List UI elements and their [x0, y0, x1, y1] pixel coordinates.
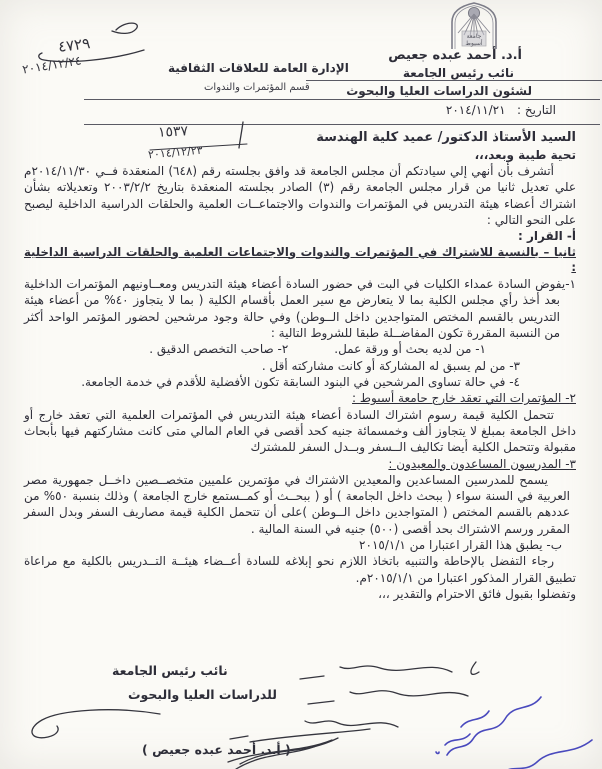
condition-1: ١- من لديه بحث أو ورقة عمل. — [334, 342, 486, 357]
blue-signature-stroke-1 — [447, 697, 541, 755]
handwritten-flourish — [112, 23, 137, 33]
date-label: التاريخ : — [516, 103, 556, 117]
handwritten-registry-number: ٤٧٢٩ — [57, 34, 92, 56]
handwritten-registry-date: ٢٠١٤/١٢/٢٤ — [21, 53, 83, 77]
condition-3: ٣- من لم يسبق له المشاركة أو كانت مشاركته أقل . — [261, 358, 520, 373]
department-line2: قسم المؤتمرات والندوات — [204, 82, 310, 93]
officer-title-line1: نائب رئيس الجامعة — [402, 66, 514, 80]
item-3-paragraph: يسمح للمدرسين المساعدين والمعيدين الاشتراك في مؤتمرين علميين متخصــصين داخــل جمهورية مصر العربية في السنة سواء ( ببحث داخل الجامعة ) أو ( ببحــث أو كمــستمع خارج الجامعة ) وذلك بنسبة ٥٠% من عددهم بالقسم المختص ( المتواجدين داخل الــوطن )على أن تتحمل الكلية قيمة مصاريف السفر وبدل السفر المقرر ورسم الاشتراك بحد أقصى (٥٠٠) جنيه في السنة المالية . — [24, 472, 570, 536]
condition-4: ٤- في حالة تساوى المرشحين في البنود السابقة تكون الأفضلية للأقدم في خدمة الجامعة. — [81, 374, 520, 389]
handwritten-note-3 — [305, 721, 398, 727]
signature-name: ( أ.د. أحمد عبده جعيص ) — [142, 742, 291, 757]
salutation: تحية طيبة وبعد،،، — [474, 147, 576, 162]
blue-signature-stroke-2 — [461, 711, 489, 727]
handwritten-dash-1 — [300, 676, 324, 679]
signature-title-line2: للدراسات العليا والبحوث — [128, 687, 277, 702]
date-value: ٢٠١٤/١١/٢١ — [445, 103, 506, 117]
blue-signature-stroke-3 — [445, 734, 470, 745]
blue-signature-stroke-4 — [504, 740, 592, 769]
handwritten-note-mark — [471, 662, 479, 674]
item-1-paragraph: ١-يفوض السادة عمداء الكليات في البت في حضور السادة أعضاء هيئة التدريس ومعــاونيهم المؤتمرات الداخلية بعد أخذ رأي مجلس الكلية بما لا يتعارض مع سير العمل بأقسام الكلية ( بما لا يتجاوز ٤٠% من أعضاء هيئة التدريس بالقسم المختص المتواجدين داخل الــوطن) وفي حالة وجود مرشحين لحضور المؤتمر الواحد أكثر من النسبة المقررة تكون المفاضــلة طبقا للشروط التالية : — [24, 277, 576, 341]
letterhead-rule-full — [84, 99, 600, 100]
item-2-paragraph: تتحمل الكلية قيمة رسوم اشتراك السادة أعضاء هيئة التدريس في المؤتمرات العلمية التي تعقد خارج أو داخل الجامعة بمبلغ لا يتجاوز ألف وخمسمائة جنيه كحد أقصى في العام المالي متى كانت مشاركتهم فيها بأبحاث مقبولة وتتحمل الكلية أيضا تكاليف الــسفر وبــدل السفر للمشترك — [24, 407, 576, 455]
officer-name: أ.د. أحمد عبده جعيص — [388, 48, 522, 63]
conditions-row — [24, 341, 576, 357]
section-a-heading: أ- القرار : — [518, 229, 576, 244]
department-line1: الإدارة العامة للعلاقات الثقافية — [168, 61, 349, 75]
handwritten-note-2 — [350, 691, 468, 696]
signature-swoosh — [32, 710, 160, 738]
blue-signature-dot — [436, 752, 439, 754]
assiut-university-logo-icon — [443, 0, 505, 50]
signature-title-line1: نائب رئيس الجامعة — [112, 663, 228, 678]
logo-caption-2: أسيوط — [465, 40, 483, 47]
section-b-heading: ثانيا – بالنسبة للاشتراك في المؤتمرات والندوات والاجتماعات العلمية والحلقات الدراسية الداخلية : — [24, 244, 576, 275]
item-3-heading: ٣- المدرسون المساعدون والمعيدون : — [388, 456, 576, 471]
handwritten-ref-number: ١٥٣٧ — [157, 123, 189, 141]
letter-body — [24, 129, 576, 602]
handwritten-note-1 — [340, 666, 452, 672]
officer-title-line2: لشئون الدراسات العليا والبحوث — [346, 84, 532, 98]
item-2-heading: ٢- المؤتمرات التي تعقد خارج جامعة أسيوط : — [352, 391, 576, 406]
handwritten-dash-3 — [230, 736, 248, 739]
handwritten-dash-2 — [308, 701, 334, 704]
recipient-line: السيد الأستاذ الدكتور/ عميد كلية الهندسة — [316, 130, 576, 145]
item-b-line: ب- يطبق هذا القرار اعتبارا من ٢٠١٥/١/١ — [359, 538, 562, 553]
letterhead-rule-right — [306, 80, 602, 81]
closing-paragraph: رجاء التفضل بالإحاطة والتنبيه باتخاذ اللازم نحو إبلاغه للسادة أعــضاء هيئــة التــدريس بالكلية مع مراعاة تطبيق القرار المذكور اعتبارا من ٢٠١٥/١/١م. — [24, 554, 576, 585]
handwritten-ref-date: ٢٠١٤/١٢/٢٣ — [147, 143, 204, 162]
closing-courtesy-line: وتفضلوا بقبول فائق الاحترام والتقدير ،،، — [378, 587, 576, 602]
condition-2: ٢- صاحب التخصص الدقيق . — [149, 342, 289, 357]
logo-caption-1: جامعة — [466, 33, 482, 40]
handwritten-note-underline — [250, 729, 370, 742]
intro-paragraph: أتشرف بأن أنهي إلي سيادتكم أن مجلس الجامعة قد وافق بجلسته رقم (٦٤٨) المنعقدة فــي ٢٠١٤/١١/٣٠م علي تعديل ثانيا من قرار مجلس الجامعة رقم (٣) الصادر بجلسته المنعقدة بتاريخ ٢٠٠٣/٢/٢ وتعديلاته بشأن اشتراك أعضاء هيئة التدريس في المؤتمرات والندوات والاجتماعــات العلمية والحلقات الدراسية الداخلية ليصبح على النحو التالي : — [24, 163, 576, 227]
date-line — [446, 103, 556, 117]
